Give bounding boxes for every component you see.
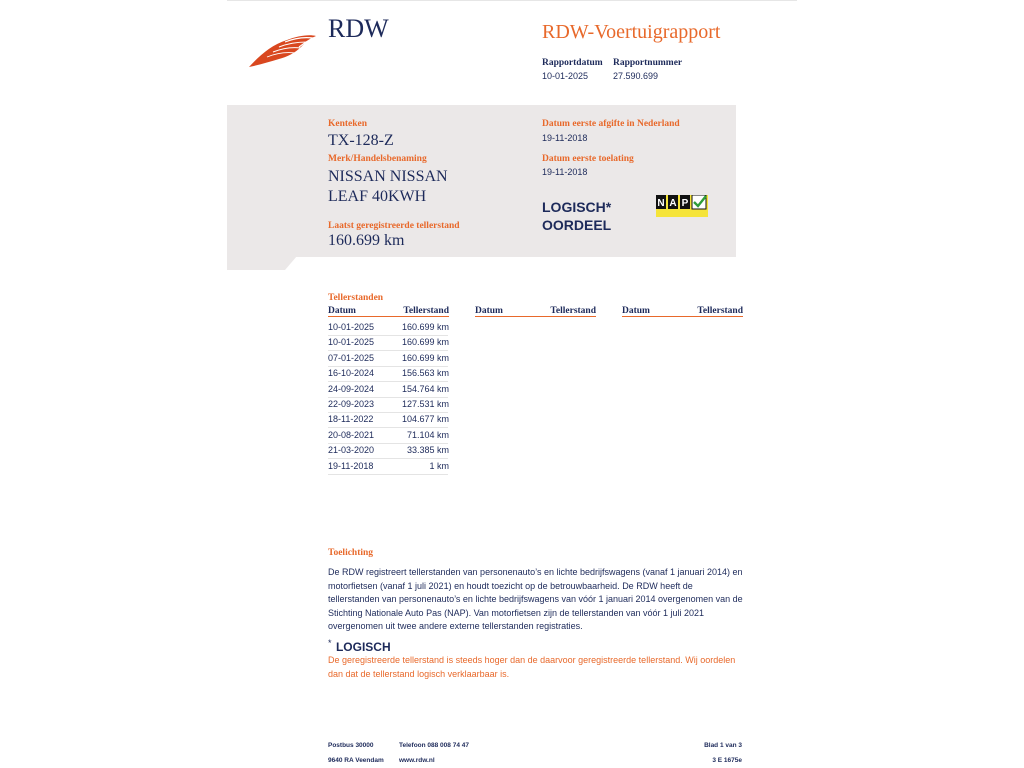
reading-date: 18-11-2022 xyxy=(328,414,374,425)
reading-date: 07-01-2025 xyxy=(328,352,375,363)
row-divider xyxy=(328,427,448,428)
reading-value: 154.764 km xyxy=(401,383,449,394)
svg-text:P: P xyxy=(681,198,689,209)
col-value-1: Tellerstand xyxy=(403,306,449,316)
logisch-star: * xyxy=(328,638,332,648)
reading-value: 160.699 km xyxy=(401,352,449,363)
merk-line2: LEAF 40KWH xyxy=(328,188,427,205)
verdict-line1: LOGISCH* xyxy=(542,199,612,215)
footer-code: 3 E 1675e xyxy=(712,757,742,764)
col-date-1: Datum xyxy=(328,306,356,316)
reading-date: 22-09-2023 xyxy=(328,399,375,409)
nap-logo-icon xyxy=(656,195,708,217)
table-header-line-1 xyxy=(328,316,449,317)
rdw-logo-icon xyxy=(249,30,319,70)
rapportdatum-value: 10-01-2025 xyxy=(542,71,589,81)
toelichting-body: De RDW registreert tellerstanden van personenauto’s en lichte bedrijfswagens (vanaf 1 januari 2014) en motorfietsen (vanaf 1 juli 2021) en houdt toezicht op de betrouwbaarheid. De RDW heeft de tellerstanden van personenauto’s en lichte bedrijfswagens van vóór 1 januari 2014 overgenomen van de Stichting Nationale Auto Pas (NAP). Van motorfietsen zijn de tellerstanden van vóór 1 juli 2021 overgenomen uit twee andere externe tellerstanden registraties. xyxy=(328,567,743,632)
verdict-line2: OORDEEL xyxy=(542,217,612,233)
afgifte-label: Datum eerste afgifte in Nederland xyxy=(542,119,680,129)
brand-name: RDW xyxy=(328,14,389,43)
col-date-3: Datum xyxy=(622,306,650,316)
reading-date: 20-08-2021 xyxy=(328,429,375,440)
kenteken-value: TX-128-Z xyxy=(328,132,394,149)
reading-date: 24-09-2024 xyxy=(328,383,375,394)
col-value-3: Tellerstand xyxy=(697,306,743,316)
svg-text:N: N xyxy=(657,198,665,209)
footer-telefoon: Telefoon 088 008 74 47 xyxy=(399,742,469,749)
row-divider xyxy=(328,350,448,351)
table-header-line-2 xyxy=(475,316,596,317)
row-divider xyxy=(328,397,448,398)
verdict xyxy=(542,198,611,234)
toelichting-title: Toelichting xyxy=(328,548,374,558)
reading-date: 21-03-2020 xyxy=(328,445,375,456)
merk-line1: NISSAN NISSAN xyxy=(328,168,448,185)
reading-date: 10-01-2025 xyxy=(328,337,375,348)
kenteken-label: Kenteken xyxy=(328,119,368,129)
reading-date: 10-01-2025 xyxy=(328,322,375,332)
reading-value: 127.531 km xyxy=(401,399,449,409)
footer-website: www.rdw.nl xyxy=(399,757,435,764)
row-divider xyxy=(328,458,448,459)
reading-date: 16-10-2024 xyxy=(328,368,375,379)
afgifte-value: 19-11-2018 xyxy=(542,133,588,143)
logisch-body: De geregistreerde tellerstand is steeds hoger dan de daarvoor geregistreerde tellerstand. Wij oordelen dan dat de tellerstand logisch verklaarbaar is. xyxy=(328,655,736,679)
rapportnummer-label: Rapportnummer xyxy=(613,58,683,68)
reading-value: 156.563 km xyxy=(401,368,449,379)
band-notch xyxy=(227,256,297,270)
footer-page: Blad 1 van 3 xyxy=(704,742,742,749)
row-divider xyxy=(328,366,448,367)
reading-date: 19-11-2018 xyxy=(328,460,374,471)
row-divider xyxy=(328,335,448,336)
row-divider xyxy=(328,474,448,475)
reading-value: 71.104 km xyxy=(406,429,449,440)
report-title: RDW-Voertuigrapport xyxy=(542,21,721,43)
logisch-title: LOGISCH xyxy=(335,640,391,654)
toelating-value: 19-11-2018 xyxy=(542,167,588,177)
reading-value: 160.699 km xyxy=(401,337,449,348)
merk-label: Merk/Handelsbenaming xyxy=(328,154,427,164)
col-date-2: Datum xyxy=(475,306,503,316)
row-divider xyxy=(328,443,448,444)
reading-value: 104.677 km xyxy=(401,414,449,425)
reading-value: 33.385 km xyxy=(406,445,449,456)
rapportdatum-label: Rapportdatum xyxy=(542,58,603,68)
footer-city: 9640 RA Veendam xyxy=(328,757,384,764)
table-header-line-3 xyxy=(622,316,743,317)
readings-title: Tellerstanden xyxy=(328,293,384,303)
top-divider xyxy=(227,0,797,1)
rapportnummer-value: 27.590.699 xyxy=(613,71,659,81)
toelating-label: Datum eerste toelating xyxy=(542,154,634,164)
tellerstand-value: 160.699 km xyxy=(328,232,405,249)
svg-text:A: A xyxy=(669,198,677,209)
footer-postbus: Postbus 30000 xyxy=(328,742,374,749)
reading-value: 160.699 km xyxy=(401,322,449,332)
row-divider xyxy=(328,412,448,413)
col-value-2: Tellerstand xyxy=(550,306,596,316)
tellerstand-label: Laatst geregistreerde tellerstand xyxy=(328,221,460,231)
row-divider xyxy=(328,381,448,382)
reading-value: 1 km xyxy=(429,460,449,471)
